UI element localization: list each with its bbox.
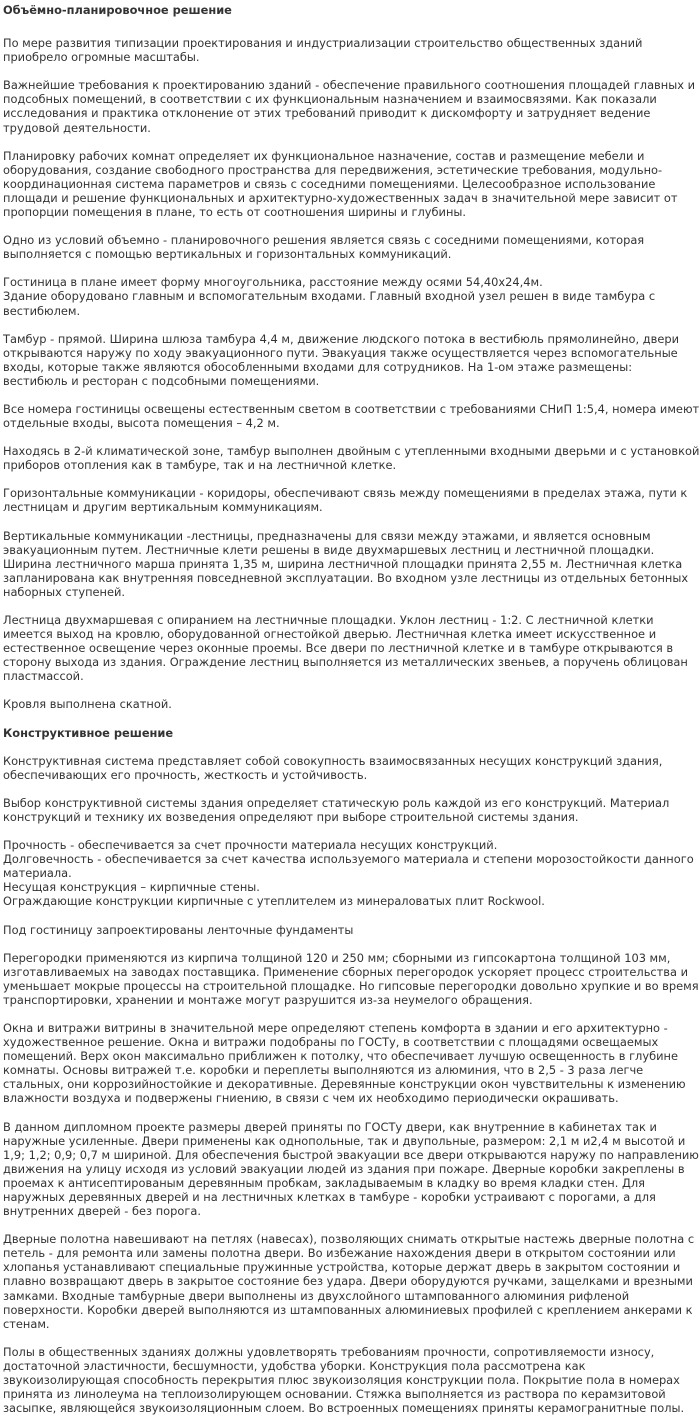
paragraph-line: Горизонтальные коммуникации - коридоры, обеспечивают связь между помещениями в пределах этажа, пути к лестницам и другим вертикальным коммуникациям. (3, 486, 688, 515)
paragraph-line: Тамбур - прямой. Ширина шлюза тамбура 4,4 м, движение людского потока в вестибюль прямолинейно, двери открываются наружу по ходу эвакуационного пути. Эвакуация также осуществляется через вспомогательные входы, которые также являются обособленными входами для сотрудников. На 1-ом этаже размещены: вестибюль и ресторан с подсобными помещениями. (3, 331, 679, 388)
section-planning-body (3, 36, 700, 711)
paragraph-line: Долговечность - обеспечивается за счет качества используемого материала и степени морозостойкости данного материала. (3, 852, 694, 881)
paragraph-line: Конструктивная система представляет собой совокупность взаимосвязанных несущих конструкций здания, обеспечивающих его прочность, жесткость и устойчивость. (3, 753, 663, 782)
paragraph (3, 444, 700, 472)
section-heading-planning: Объёмно-планировочное решение (3, 3, 232, 17)
section-construction-body (3, 754, 700, 1415)
paragraph-line: Ограждающие конструкции кирпичные с утеплителем из минераловатых плит Rockwool. (3, 894, 545, 909)
paragraph (3, 486, 700, 514)
paragraph (3, 402, 700, 430)
paragraph (3, 838, 700, 908)
section-heading-construction: Конструктивное решение (3, 725, 174, 740)
paragraph-line: Находясь в 2-й климатической зоне, тамбур выполнен двойным с утепленными входными дверьми и с установкой приборов отопления как в тамбуре, так и на лестничной клетке. (3, 444, 700, 473)
paragraph-line: В данном дипломном проекте размеры дверей приняты по ГОСТу двери, как внутренние в кабинетах так и наружные усиленные. Двери применены как однопольные, так и двупольные, размером: 2,1 м и2,4 м высотой и 1,9; 1,2; 0,9; 0,7 м шириной. Для обеспечения быстрой эвакуации все двери открываются наружу по направлению движения на улицу исходя из условий эвакуации людей из здания при пожаре. Дверные коробки закреплены в проемах к антисептированым деревянным пробкам, закладываемым в кладку во время кладки стен. Для наружных деревянных дверей и на лестничных клетках в тамбуре - коробки устраивают с порогами, а для внутренних дверей - без порога. (3, 1119, 699, 1219)
paragraph (3, 529, 700, 599)
paragraph-line: По мере развития типизации проектирования и индустриализации строительство общественных зданий приобрело огромные масштабы. (3, 36, 643, 65)
paragraph (3, 332, 700, 388)
paragraph (3, 1120, 700, 1219)
paragraph-line: Кровля выполнена скатной. (3, 697, 172, 712)
paragraph-line: Полы в общественных зданиях должны удовлетворять требованиям прочности, сопротивляемости износу, достаточной эластичности, бесшумности, удобства уборки. Конструкция пола рассмотрена как звукоизолирующая способность перекрытия плюс звукоизоляция конструкции пола. Покрытие пола в номерах принята из линолеума на теплоизолирующем основании. Стяжка выполняется из раствора по керамзитовой засыпке, являющейся звукоизоляционным слоем. Во встроенных помещениях приняты керамогранитные полы. (3, 1344, 685, 1415)
paragraph-line: Перегородки применяются из кирпича толщиной 120 и 250 мм; сборными из гипсокартона толщиной 103 мм, изготавливаемых на заводах поставщика. Применение сборных перегородок ускоряет процесс строительства и уменьшает мокрые процессы на строительной площадке. Но гипсовые перегородки довольно хрупкие и во время транспортировки, хранении и монтаже могут разрушится из-за неумелого обращения. (3, 950, 699, 1007)
paragraph-line: Все номера гостиницы освещены естественным светом в соответствии с требованиями СНиП 1:5,4, номера имеют отдельные входы, высота помещения – 4,2 м. (3, 401, 700, 431)
paragraph-line: Гостиница в плане имеет форму многоугольника, расстояние между осями 54,40х24,4м. (3, 275, 543, 290)
paragraph-line: Прочность - обеспечивается за счет прочности материала несущих конструкций. (3, 838, 498, 853)
paragraph (3, 149, 700, 219)
paragraph (3, 796, 700, 824)
paragraph-line: Дверные полотна навешивают на петлях (навесах), позволяющих снимать открытые настежь дверные полотна с петель - для ремонта или замены полотна двери. Во избежание нахождения двери в открытом состоянии или хлопанья устанавливают специальные пружинные устройства, которые держат дверь в закрытом состоянии и плавно возвращают дверь в закрытое состояние без удара. Двери оборудуются ручками, защелками и врезными замками. Входные тамбурные двери выполнены из двухслойного штампованного алюминия рифленой поверхности. Коробки дверей выполняются из штампованных алюминиевых профилей с креплением анкерами к стенам. (3, 1232, 695, 1331)
paragraph (3, 697, 700, 711)
paragraph (3, 233, 700, 261)
paragraph (3, 78, 700, 134)
paragraph-line: Одно из условий объемно - планировочного решения является связь с соседними помещениями, которая выполняется с помощью вертикальных и горизонтальных коммуникаций. (3, 233, 645, 262)
paragraph-line: Несущая конструкция – кирпичные стены. (3, 880, 260, 895)
paragraph (3, 923, 700, 937)
paragraph-line: Под гостиницу запроектированы ленточные фундаменты (3, 922, 354, 937)
paragraph (3, 613, 700, 683)
paragraph (3, 754, 700, 782)
paragraph-line: Планировку рабочих комнат определяет их функциональное назначение, состав и размещение мебели и оборудования, создание свободного пространства для передвижения, эстетические требования, модульно-координационная система параметров и связь с соседними помещениями. Целесообразное использование площади и решение функциональных и архитектурно-художественных задач в значительной мере зависит от пропорции помещения в плане, то есть от соотношения ширины и глубины. (3, 148, 678, 220)
paragraph (3, 275, 700, 317)
paragraph-line: Выбор конструктивной системы здания определяет статическую роль каждой из его конструкций. Материал конструкций и технику их возведения определяют при выборе строительной системы здания. (3, 795, 670, 824)
paragraph-line: Важнейшие требования к проектированию зданий - обеспечение правильного соотношения площадей главных и подсобных помещений, в соответствии с их функциональным назначением и взаимосвязями. Как показали исследования и практика отклонение от этих требований приводит к дискомфорту и затрудняет ведение трудовой деятельности. (3, 78, 695, 135)
paragraph-line: Лестница двухмаршевая с опиранием на лестничные площадки. Уклон лестниц - 1:2. С лестничной клетки имеется выход на кровлю, оборудованной огнестойкой дверью. Лестничная клетка имеет искусственное и естественное освещение через оконные проемы. Все двери по лестничной клетке и в тамбуре открываются в сторону выхода из здания. Ограждение лестниц выполняется из металлических звеньев, а поручень облицован пластмассой. (3, 613, 688, 684)
paragraph (3, 951, 700, 1007)
paragraph-line: Окна и витражи витрины в значительной мере определяют степень комфорта в здании и его архитектурно - художественное решение. Окна и витражи подобраны по ГОСТу, в соответствии с площадями освещаемых помещений. Верх окон максимально приближен к потолку, что обеспечивает лучшую освещенность в глубине комнаты. Основы витражей т.е. коробки и переплеты выполняются из алюминия, что в 2,5 - 3 раза легче стальных, они коррозийностойкие и декоративные. Деревянные конструкции окон чувствительны к изменению влажности воздуха и подвержены гниению, в связи с чем их необходимо периодически окрашивать. (3, 1020, 686, 1106)
paragraph (3, 1345, 700, 1415)
paragraph-line: Вертикальные коммуникации -лестницы, предназначены для связи между этажами, и является основным эвакуационным путем. Лестничные клети решены в виде двухмаршевых лестниц и лестничной площадки. Ширина лестничного марша принята 1,35 м, ширина лестничной площадки принята 2,55 м. Лестничная клетка запланирована как внутренняя повседневной эксплуатации. Во входном узле лестницы из отдельных бетонных наборных ступеней. (3, 528, 689, 599)
paragraph (3, 1232, 700, 1331)
paragraph (3, 36, 700, 64)
paragraph-line: Здание оборудовано главным и вспомогательным входами. Главный входной узел решен в виде тамбура с вестибюлем. (3, 289, 656, 318)
paragraph (3, 1021, 700, 1106)
